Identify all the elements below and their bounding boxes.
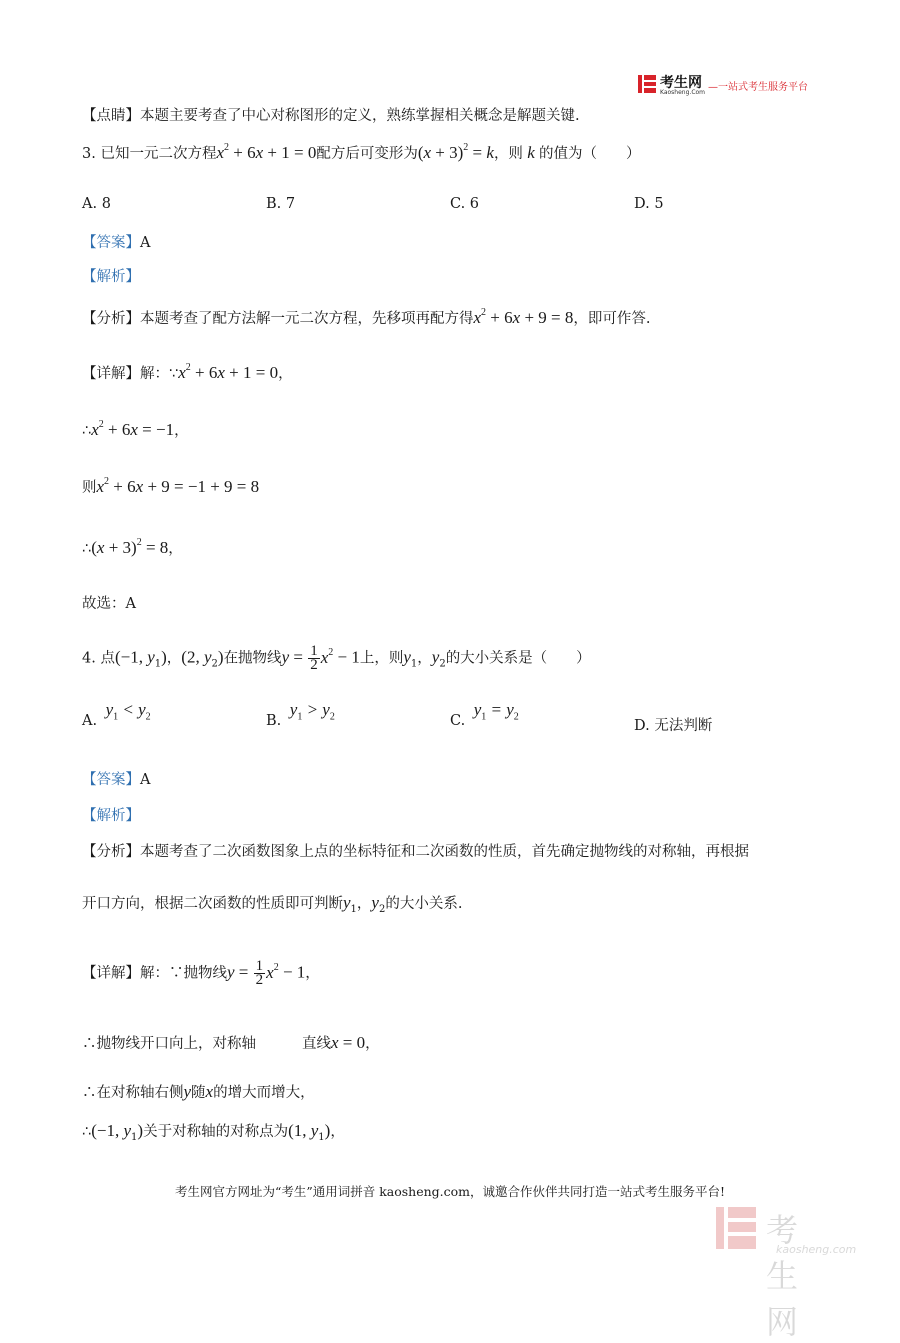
- q4-answer: 【答案】A: [82, 772, 151, 788]
- logo-slogan: —一站式考生服务平台: [708, 82, 808, 93]
- q3-analysis: 【分析】本题考查了配方法解一元二次方程，先移项再配方得$x^2 + 6x + 9 = 8$，即可作答.: [82, 307, 651, 327]
- question-3: 3. 已知一元二次方程$x^2 + 6x + 1 = 0$配方后可变形为$(x + 3)^2 = k$，则 k 的值为（ ）: [82, 142, 641, 162]
- q4-detail: 【详解】解：∵抛物线y = $\frac{1}{2}$ $x^2 - 1$，: [82, 958, 320, 988]
- q4-step3: ∴(−1, $y_1$)关于对称轴的对称点为(1, $y_1$)，: [82, 1121, 345, 1143]
- q3-choice: 故选：A: [82, 596, 136, 612]
- q3-option-b: B. 7: [266, 196, 296, 212]
- q3-answer: 【答案】A: [82, 235, 151, 251]
- logo-subtext: Kaosheng.Com: [660, 89, 706, 96]
- header-logo: [638, 72, 808, 102]
- q4-option-b: B. $y_1 > y_2$: [266, 700, 335, 729]
- logo-text: 考生网: [660, 75, 702, 91]
- q3-detail: 【详解】解：$\because x^2 + 6x + 1 = 0$，: [82, 362, 293, 382]
- q3-step1: $\therefore x^2 + 6x = -1$，: [82, 419, 189, 439]
- q3-step2: 则$x^2 + 6x + 9 = -1 + 9 = 8$: [82, 476, 260, 496]
- q3-step3: ∴(x + 3)$^2$ = 8，: [82, 537, 183, 557]
- q3-option-d: D. 5: [634, 196, 664, 212]
- q4-analysis-2: 开口方向，根据二次函数的性质即可判断$y_1$，$y_2$的大小关系.: [82, 893, 463, 915]
- q4-step1: ∴抛物线开口向上，对称轴 直线x = 0，: [82, 1033, 380, 1052]
- q3-option-a: A. 8: [82, 196, 111, 212]
- q4-analysis-1: 【分析】本题考查了二次函数图象上点的坐标特征和二次函数的性质，首先确定抛物线的对称轴，再根据: [82, 844, 749, 860]
- q3-option-c: C. 6: [450, 196, 480, 212]
- q4-option-d: D. 无法判断: [634, 718, 713, 734]
- q4-option-a: A. $y_1 < y_2$: [82, 700, 151, 729]
- watermark-logo-icon: [716, 1203, 760, 1253]
- question-4: 4. 点(−1, $y_1$)，(2, $y_2$)在抛物线y = $\frac{1}{2}$ $x^2 - 1$上，则$y_1$，$y_2$的大小关系是（ ）: [82, 643, 591, 673]
- footer-text: 考生网官方网址为“考生”通用词拼音 kaosheng.com，诚邀合作伙伴共同打造一站式考生服务平台!: [174, 1184, 726, 1199]
- q4-jiexi-tag: 【解析】: [82, 808, 140, 824]
- q4-step2: ∴在对称轴右侧y随x的增大而增大，: [82, 1082, 315, 1101]
- q4-option-c: C. $y_1 = y_2$: [450, 700, 519, 729]
- dianjing-line: 【点睛】本题主要考查了中心对称图形的定义，熟练掌握相关概念是解题关键.: [82, 108, 580, 124]
- q3-jiexi-tag: 【解析】: [82, 269, 140, 285]
